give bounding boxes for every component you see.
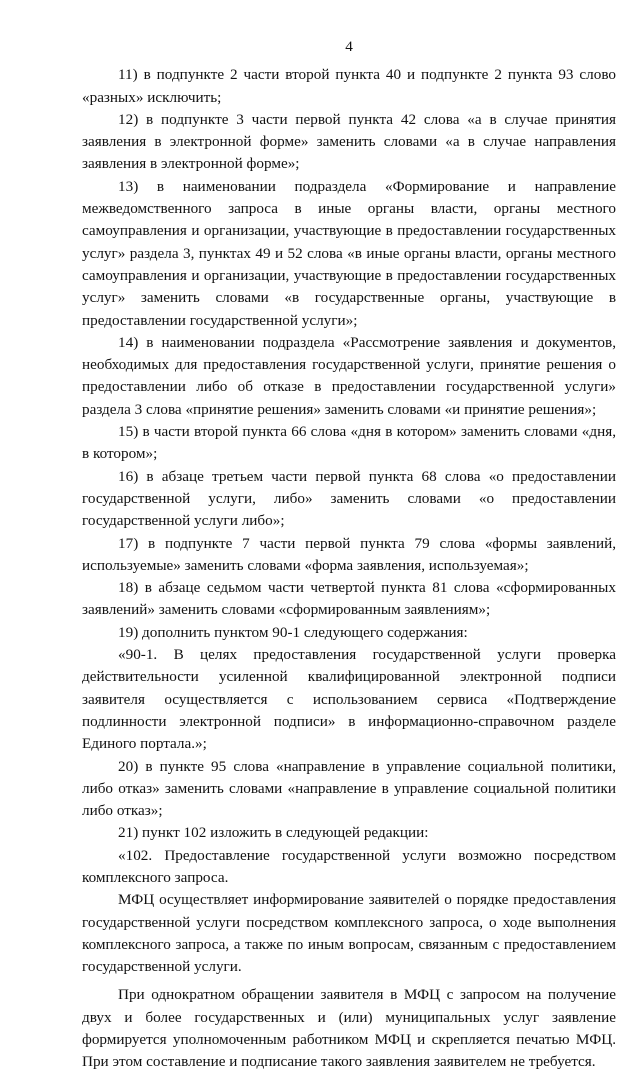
paragraph-12: 12) в подпункте 3 части первой пункта 42 слова «а в случае принятия заявления в электронной форме» заменить словами «а в случае направления заявления в электронной форме»; <box>82 110 616 173</box>
paragraph-11: 11) в подпункте 2 части второй пункта 40 и подпункте 2 пункта 93 слово «разных» исключить; <box>82 66 616 106</box>
paragraph-14: 14) в наименовании подраздела «Рассмотрение заявления и документов, необходимых для предоставления государственной услуги, принятие решения о предоставлении либо об отказе в предоставлении государственной услуги» раздела 3 слова «принятие решения» заменить словами «и принятие решения»; <box>82 333 616 418</box>
paragraph-mfc-informing: МФЦ осуществляет информирование заявителей о порядке предоставления государственной услуги посредством комплексного запроса, о ходе выполнения комплексного запроса, а также по иным вопросам, связанным с предоставлением государственной услуги. <box>82 891 616 976</box>
paragraph-18: 18) в абзаце седьмом части четвертой пункта 81 слова «сформированных заявлений» заменить словами «сформированным заявлениям»; <box>82 579 616 619</box>
paragraph-20: 20) в пункте 95 слова «направление в управление социальной политики, либо отказ» заменить словами «направление в управление социальной политики либо отказ»; <box>82 757 616 820</box>
paragraph-19: 19) дополнить пунктом 90-1 следующего содержания: <box>118 623 468 641</box>
page-number: 4 <box>345 38 353 55</box>
paragraph-13: 13) в наименовании подраздела «Формирование и направление межведомственного запроса в иные органы власти, органы местного самоуправления и организации, участвующие в предоставлении государственных услуг» раздела 3, пунктах 49 и 52 слова «в иные органы власти, органы местного самоуправления и организации, участвующие в предоставлении государственных услуг» заменить словами «в государственные органы, участвующие в предоставлении государственной услуги»; <box>82 177 616 329</box>
paragraph-90-1-text: «90-1. В целях предоставления государственной услуги проверка действительности усиленной квалифицированной электронной подписи заявителя осуществляется с использованием сервиса «Подтверждение подлинности электронной подписи» в информационно-справочном разделе Единого портала.»; <box>82 646 616 753</box>
paragraph-102-text: «102. Предоставление государственной услуги возможно посредством комплексного запроса. <box>82 846 616 886</box>
paragraph-21: 21) пункт 102 изложить в следующей редакции: <box>118 824 429 842</box>
paragraph-single-request: При однократном обращении заявителя в МФЦ с запросом на получение двух и более государственных и (или) муниципальных услуг заявление формируется уполномоченным работником МФЦ и скрепляется печатью МФЦ. При этом составление и подписание такого заявления заявителем не требуется. <box>82 986 616 1071</box>
document-page <box>82 36 616 1074</box>
paragraph-17: 17) в подпункте 7 части первой пункта 79 слова «формы заявлений, используемые» заменить словами «форма заявления, используемая»; <box>82 534 616 574</box>
paragraph-15: 15) в части второй пункта 66 слова «дня в котором» заменить словами «дня, в котором»; <box>82 423 616 463</box>
paragraph-16: 16) в абзаце третьем части первой пункта 68 слова «о предоставлении государственной услуги, либо» заменить словами «о предоставлении государственной услуги либо»; <box>82 467 616 530</box>
